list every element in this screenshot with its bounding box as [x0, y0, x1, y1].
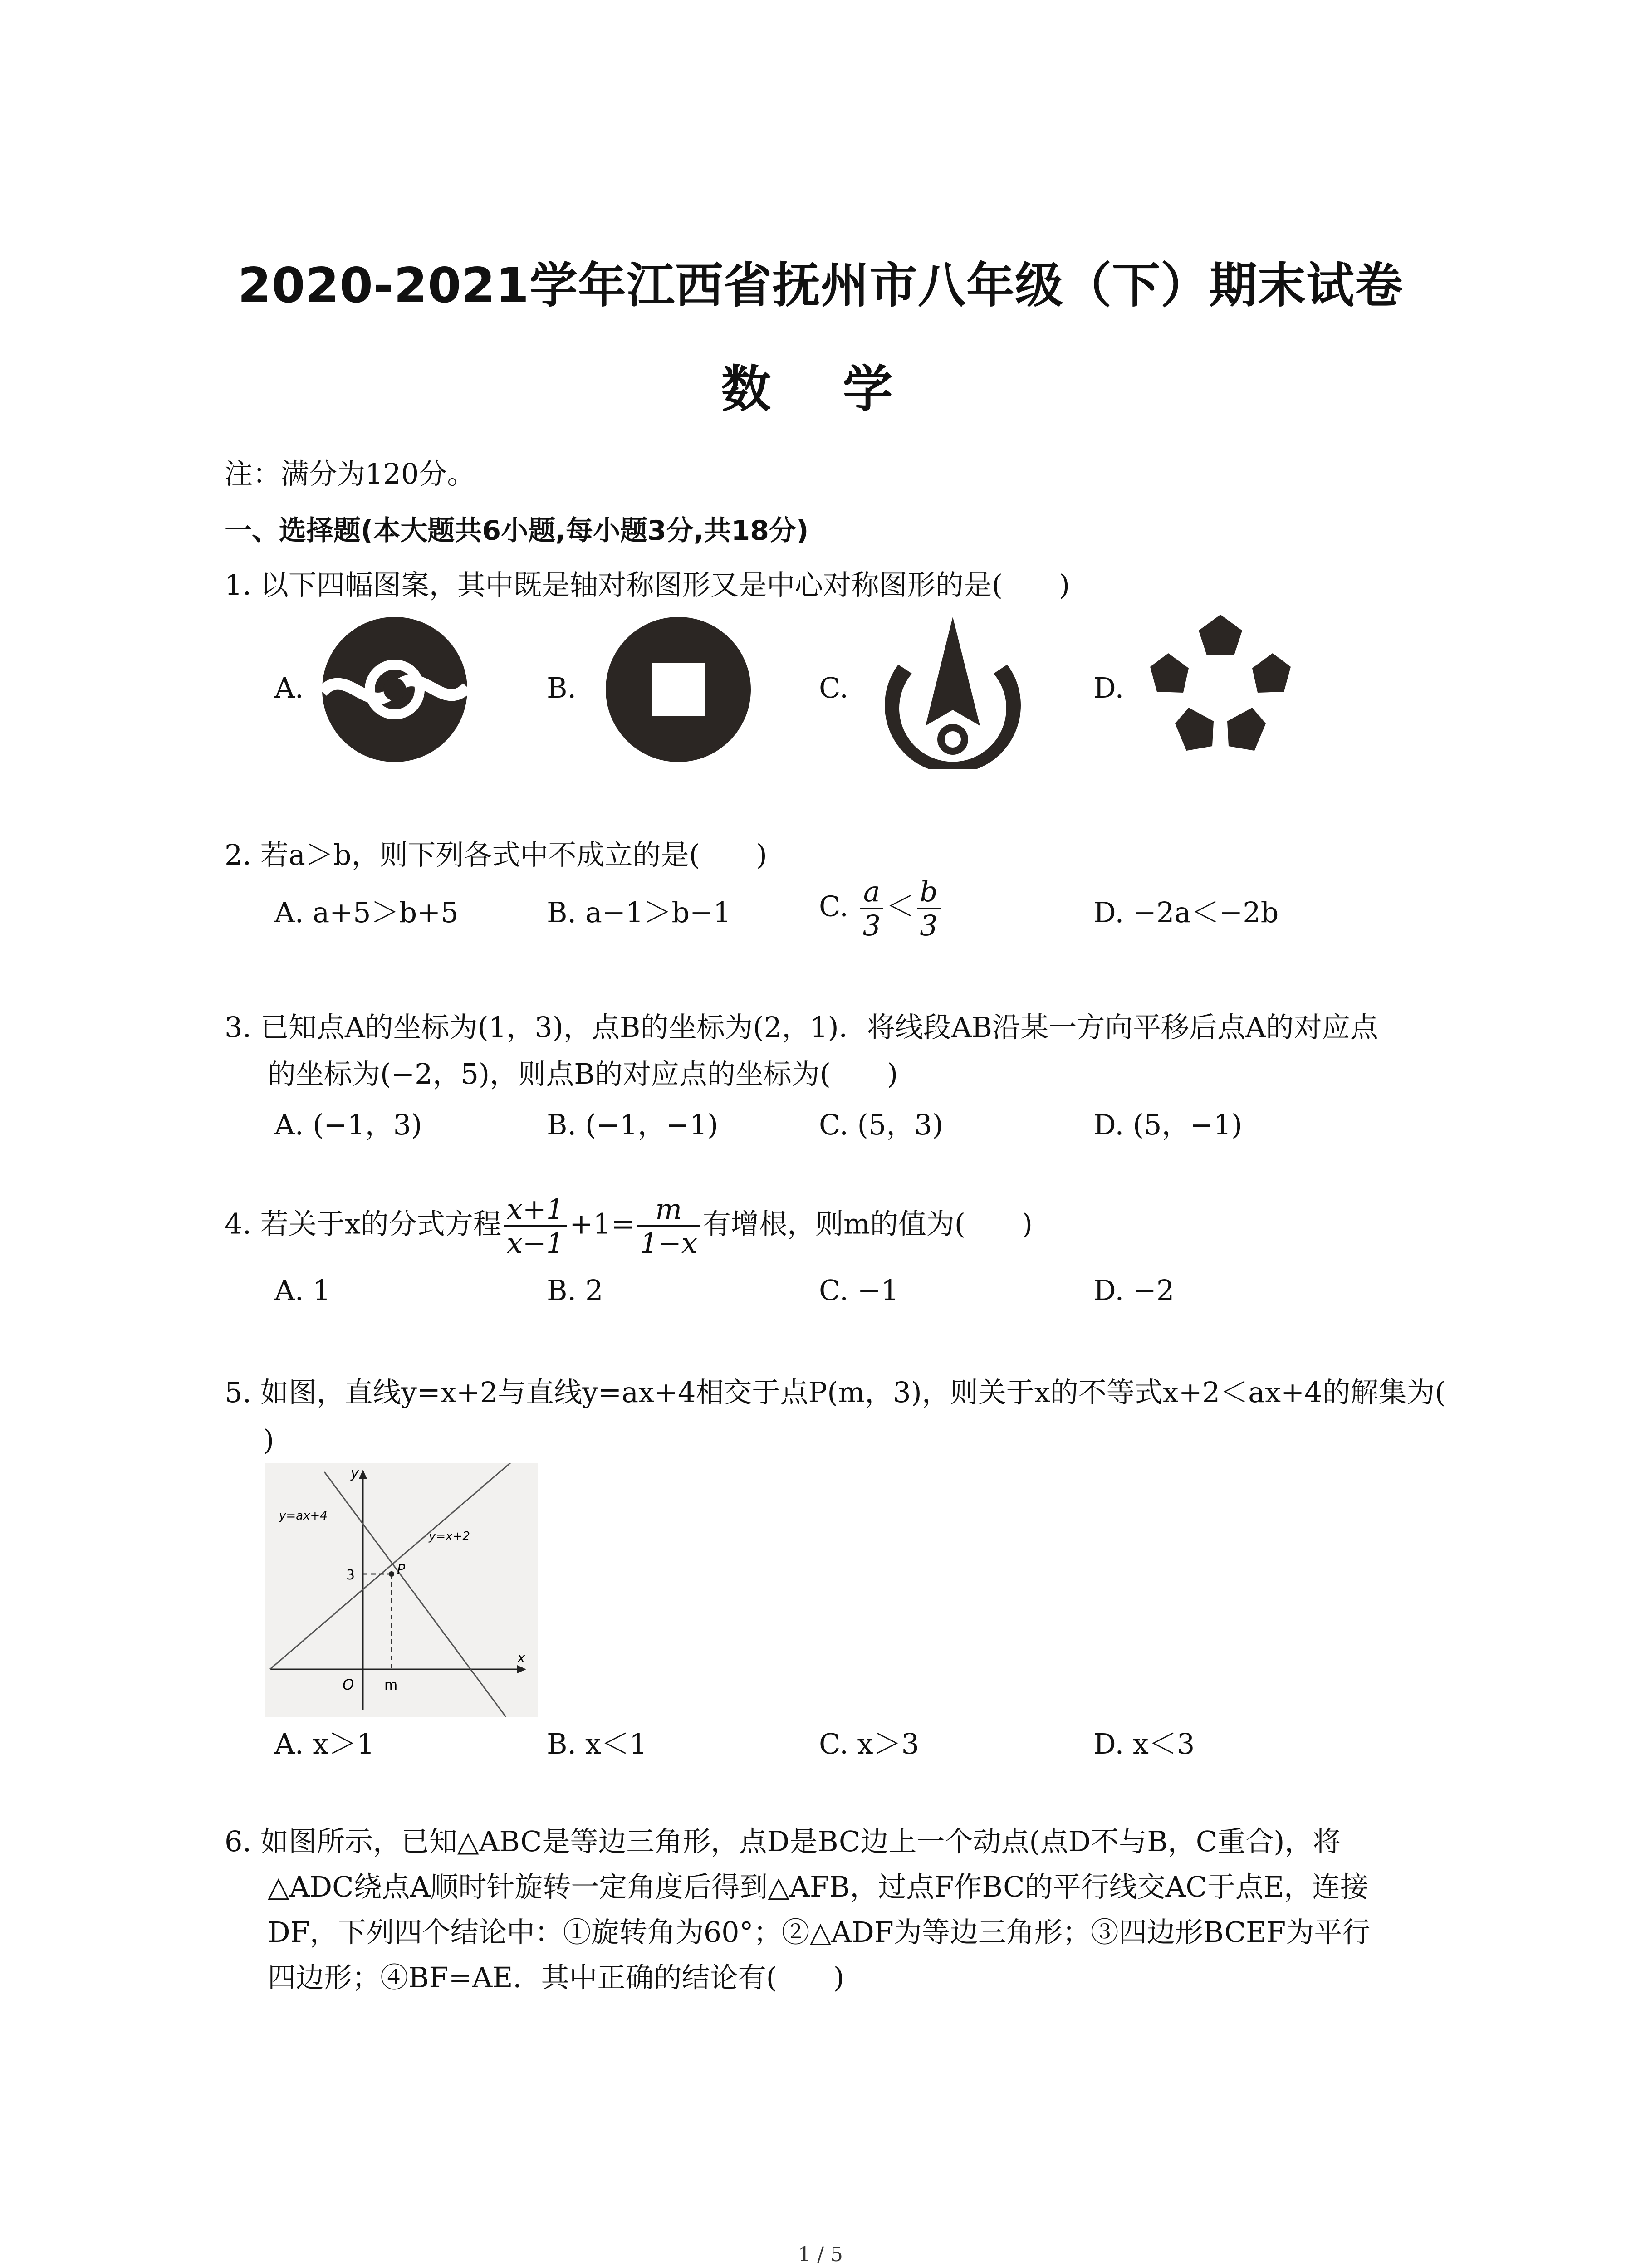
q3-option-c: C. (5，3)	[819, 1108, 943, 1141]
y-axis-label: y	[351, 1466, 359, 1481]
point-p	[389, 1571, 394, 1577]
q2-option-d: D. −2a＜−2b	[1093, 896, 1279, 929]
p-label: P	[397, 1562, 406, 1578]
q3-option-d: D. (5，−1)	[1093, 1108, 1243, 1141]
coin-square-hole-icon	[603, 615, 753, 764]
subject-title: 数 学	[721, 360, 920, 418]
five-pentagons-icon	[1143, 610, 1298, 764]
section-heading: 一、选择题(本大题共6小题,每小题3分,共18分)	[225, 515, 809, 547]
q2-option-c	[819, 875, 943, 942]
q5-line-graph	[265, 1463, 538, 1717]
question-4-stem	[225, 1193, 1033, 1260]
question-2-stem: 2. 若a＞b，则下列各式中不成立的是( )	[225, 838, 767, 871]
q5-option-a: A. x＞1	[274, 1727, 375, 1760]
q2-option-b: B. a−1＞b−1	[547, 896, 731, 929]
score-note: 注：满分为120分。	[225, 457, 475, 490]
line1-label: y=ax+4	[279, 1509, 328, 1523]
question-3-stem-line-1: 3. 已知点A的坐标为(1，3)，点B的坐标为(2，1)．将线段AB沿某一方向平移后点A的对应点	[225, 1011, 1378, 1044]
question-6-line-3: DF，下列四个结论中：①旋转角为60°；②△ADF为等边三角形；③四边形BCEF为平行	[268, 1916, 1371, 1949]
question-6-line-4: 四边形；④BF=AE．其中正确的结论有( )	[268, 1961, 844, 1994]
less-than-sign: ＜	[886, 890, 915, 923]
q4-plus-one-equals: +1=	[569, 1207, 635, 1241]
fraction-m-over-1-minus-x: $\frac{m}{1-x}$	[637, 1193, 700, 1260]
fraction-x-plus-1-over-x-minus-1: $\frac{x+1}{x-1}$	[504, 1193, 567, 1260]
arch-arrow-circle-icon	[871, 610, 1034, 769]
q5-option-c: C. x＞3	[819, 1727, 920, 1760]
question-1-stem: 1. 以下四幅图案，其中既是轴对称图形又是中心对称图形的是( )	[225, 568, 1070, 601]
question-5-stem-line-2: )	[263, 1423, 274, 1457]
page-indicator: 1 / 5	[798, 2243, 843, 2266]
swirl-circle-icon	[320, 615, 470, 764]
q4-option-d: D. −2	[1093, 1274, 1175, 1307]
q2-option-c-label: C.	[819, 890, 848, 923]
fraction-b-over-3: $\frac{b}{3}$	[917, 875, 941, 942]
question-6-line-1: 6. 如图所示，已知△ABC是等边三角形，点D是BC边上一个动点(点D不与B，C重合)，将	[225, 1825, 1341, 1858]
q1-option-c-label: C.	[819, 671, 848, 704]
question-6-line-2: △ADC绕点A顺时针旋转一定角度后得到△AFB，过点F作BC的平行线交AC于点E，连接	[268, 1870, 1369, 1903]
q4-stem-suffix: 有增根，则m的值为( )	[702, 1207, 1033, 1241]
m-label: m	[384, 1677, 398, 1693]
question-5-stem-line-1: 5. 如图，直线y=x+2与直线y=ax+4相交于点P(m，3)，则关于x的不等式x+2＜ax+4的解集为(	[225, 1376, 1446, 1409]
q3-option-a: A. (−1，3)	[274, 1108, 422, 1141]
q4-stem-prefix: 4. 若关于x的分式方程	[225, 1207, 501, 1241]
q5-option-b: B. x＜1	[547, 1727, 647, 1760]
q1-option-d-label: D.	[1093, 671, 1124, 704]
q2-option-a: A. a+5＞b+5	[274, 896, 459, 929]
q1-option-a-label: A.	[274, 671, 304, 704]
fraction-a-over-3: $\frac{a}{3}$	[860, 875, 883, 942]
q4-option-a: A. 1	[274, 1274, 331, 1307]
q1-option-b-label: B.	[547, 671, 577, 704]
q3-option-b: B. (−1，−1)	[547, 1108, 719, 1141]
question-3-stem-line-2: 的坐标为(−2，5)，则点B的对应点的坐标为( )	[268, 1057, 898, 1090]
q5-option-d: D. x＜3	[1093, 1727, 1195, 1760]
q4-option-c: C. −1	[819, 1274, 899, 1307]
x-axis-label: x	[517, 1650, 525, 1666]
exam-title: 2020-2021学年江西省抚州市八年级（下）期末试卷	[237, 258, 1404, 313]
y-3-label: 3	[346, 1567, 355, 1583]
line2-label: y=x+2	[429, 1530, 470, 1543]
origin-label: O	[343, 1676, 354, 1693]
q4-option-b: B. 2	[547, 1274, 603, 1307]
